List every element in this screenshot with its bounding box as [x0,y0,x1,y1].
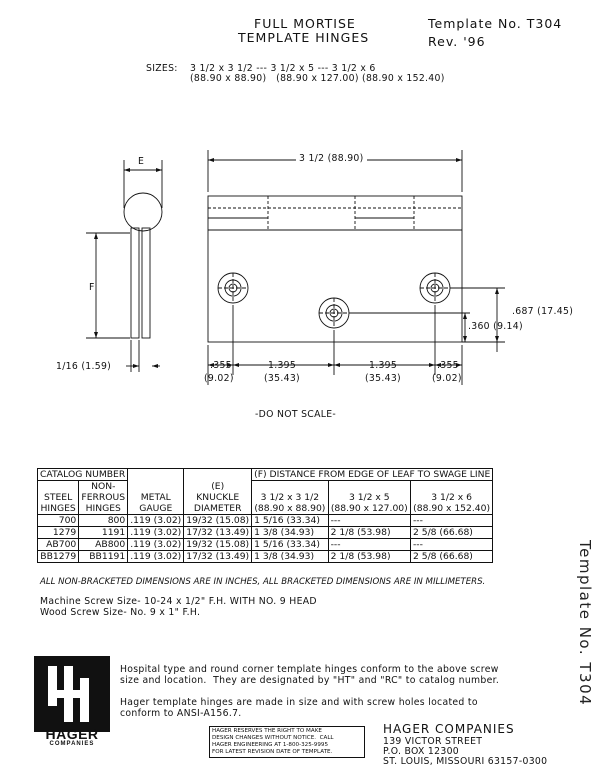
dim-355-left-mm: (9.02) [204,373,234,384]
dim-1395-left-mm: (35.43) [264,373,300,384]
col-steel-header: STEEL HINGES [38,481,79,515]
cell-size1: 1 5/16 (33.34) [252,539,328,551]
table-row [38,539,493,551]
cell-steel: BB1279 [38,551,79,563]
cell-steel: 1279 [38,527,79,539]
cell-knuckle: 19/32 (15.08) [184,539,252,551]
address-line-2: P.O. BOX 12300 [383,746,460,757]
disclaimer-line: HAGER ENGINEERING AT 1-800-325-9995 [212,742,329,748]
dim-355-right-mm: (9.02) [432,373,462,384]
wood-screw-note: Wood Screw Size- No. 9 x 1" F.H. [40,607,201,618]
do-not-scale: -DO NOT SCALE- [255,409,337,420]
dim-width-label: 3 1/2 (88.90) [296,154,367,163]
logo-sub: COMPANIES [49,741,95,747]
sizes-line-2: (88.90 x 88.90) (88.90 x 127.00) (88.90 x 152.40) [190,73,445,84]
title-line-1: FULL MORTISE [254,16,356,31]
col-nonferrous-header: NON- FERROUS HINGES [79,481,128,515]
hager-logo [34,656,110,748]
col-size1-header: 3 1/2 x 3 1/2 (88.90 x 88.90) [252,481,328,515]
dim-e-label: E [138,156,145,167]
cell-size2: --- [328,515,410,527]
knuckle-circle [124,193,162,231]
col-knuckle-header: (E) KNUCKLE DIAMETER [184,481,252,515]
leaf-right-edge [142,228,150,338]
cell-size3: --- [410,515,492,527]
title-line-2: TEMPLATE HINGES [238,30,370,45]
disclaimer-line: DESIGN CHANGES WITHOUT NOTICE. CALL [212,735,334,741]
table-row [38,527,493,539]
leaf-left-edge [131,228,139,338]
disclaimer-box [209,726,365,758]
distance-header: (F) DISTANCE FROM EDGE OF LEAF TO SWAGE LINE [252,469,493,481]
cell-knuckle: 17/32 (13.49) [184,527,252,539]
footer-para2-line2: conform to ANSI-A156.7. [120,708,242,719]
template-number: Template No. T304 [428,16,563,31]
hager-logo-mark [34,656,110,732]
dim-687-label: .687 (17.45) [512,306,574,317]
sizes-line-1: 3 1/2 x 3 1/2 --- 3 1/2 x 5 --- 3 1/2 x 6 [190,63,376,74]
footer-para1-line1: Hospital type and round corner template hinges conform to the above screw [120,664,499,675]
cell-gauge: .119 (3.02) [128,515,184,527]
side-template-label: Template No. T304 [576,540,594,707]
disclaimer-line: HAGER RESERVES THE RIGHT TO MAKE [212,728,322,734]
cell-gauge: .119 (3.02) [128,527,184,539]
cell-gauge: .119 (3.02) [128,551,184,563]
cell-gauge: .119 (3.02) [128,539,184,551]
cell-size3: 2 5/8 (66.68) [410,551,492,563]
sizes-label: SIZES: [146,63,178,74]
col-size3-header: 3 1/2 x 6 (88.90 x 152.40) [410,481,492,515]
cell-size1: 1 3/8 (34.93) [252,527,328,539]
dim-f-label: F [89,282,95,293]
cell-size3: 2 5/8 (66.68) [410,527,492,539]
cell-knuckle: 19/32 (15.08) [184,515,252,527]
col-size2-header: 3 1/2 x 5 (88.90 x 127.00) [328,481,410,515]
dim-1-16-label: 1/16 (1.59) [56,361,112,372]
dim-355-right: .355 [437,360,459,371]
address-line-3: ST. LOUIS, MISSOURI 63157-0300 [383,756,548,767]
disclaimer-line: FOR LATEST REVISION DATE OF TEMPLATE. [212,749,333,755]
cell-size3: --- [410,539,492,551]
cell-size2: --- [328,539,410,551]
dim-355-left: .355 [210,360,232,371]
catalog-number-header: CATALOG NUMBER [38,469,128,481]
revision: Rev. '96 [428,34,486,49]
cell-nonferrous: 800 [79,515,128,527]
catalog-table [37,468,493,563]
cell-size1: 1 5/16 (33.34) [252,515,328,527]
dim-1395-left: 1.395 [268,360,297,371]
dim-1395-right: 1.395 [369,360,398,371]
cell-nonferrous: BB1191 [79,551,128,563]
dim-360-label: .360 (9.14) [468,321,523,332]
dimensions-note: ALL NON-BRACKETED DIMENSIONS ARE IN INCHES, ALL BRACKETED DIMENSIONS ARE IN MILLIMETERS. [40,577,486,587]
cell-size2: 2 1/8 (53.98) [328,551,410,563]
cell-steel: AB700 [38,539,79,551]
dim-1395-right-mm: (35.43) [365,373,401,384]
cell-knuckle: 17/32 (13.49) [184,551,252,563]
table-row [38,515,493,527]
table-row [38,551,493,563]
cell-size1: 1 3/8 (34.93) [252,551,328,563]
footer-para1-line2: size and location. They are designated by "HT" and "RC" to catalog number. [120,675,500,686]
cell-nonferrous: AB800 [79,539,128,551]
col-metal-header: METAL GAUGE [128,481,184,515]
machine-screw-note: Machine Screw Size- 10-24 x 1/2" F.H. WITH NO. 9 HEAD [40,596,317,607]
company-name: HAGER COMPANIES [383,722,515,736]
logo-word: HAGER [45,726,99,742]
cell-nonferrous: 1191 [79,527,128,539]
footer-para2-line1: Hager template hinges are made in size and with screw holes located to [120,697,478,708]
address-line-1: 139 VICTOR STREET [383,736,483,747]
cell-size2: 2 1/8 (53.98) [328,527,410,539]
cell-steel: 700 [38,515,79,527]
